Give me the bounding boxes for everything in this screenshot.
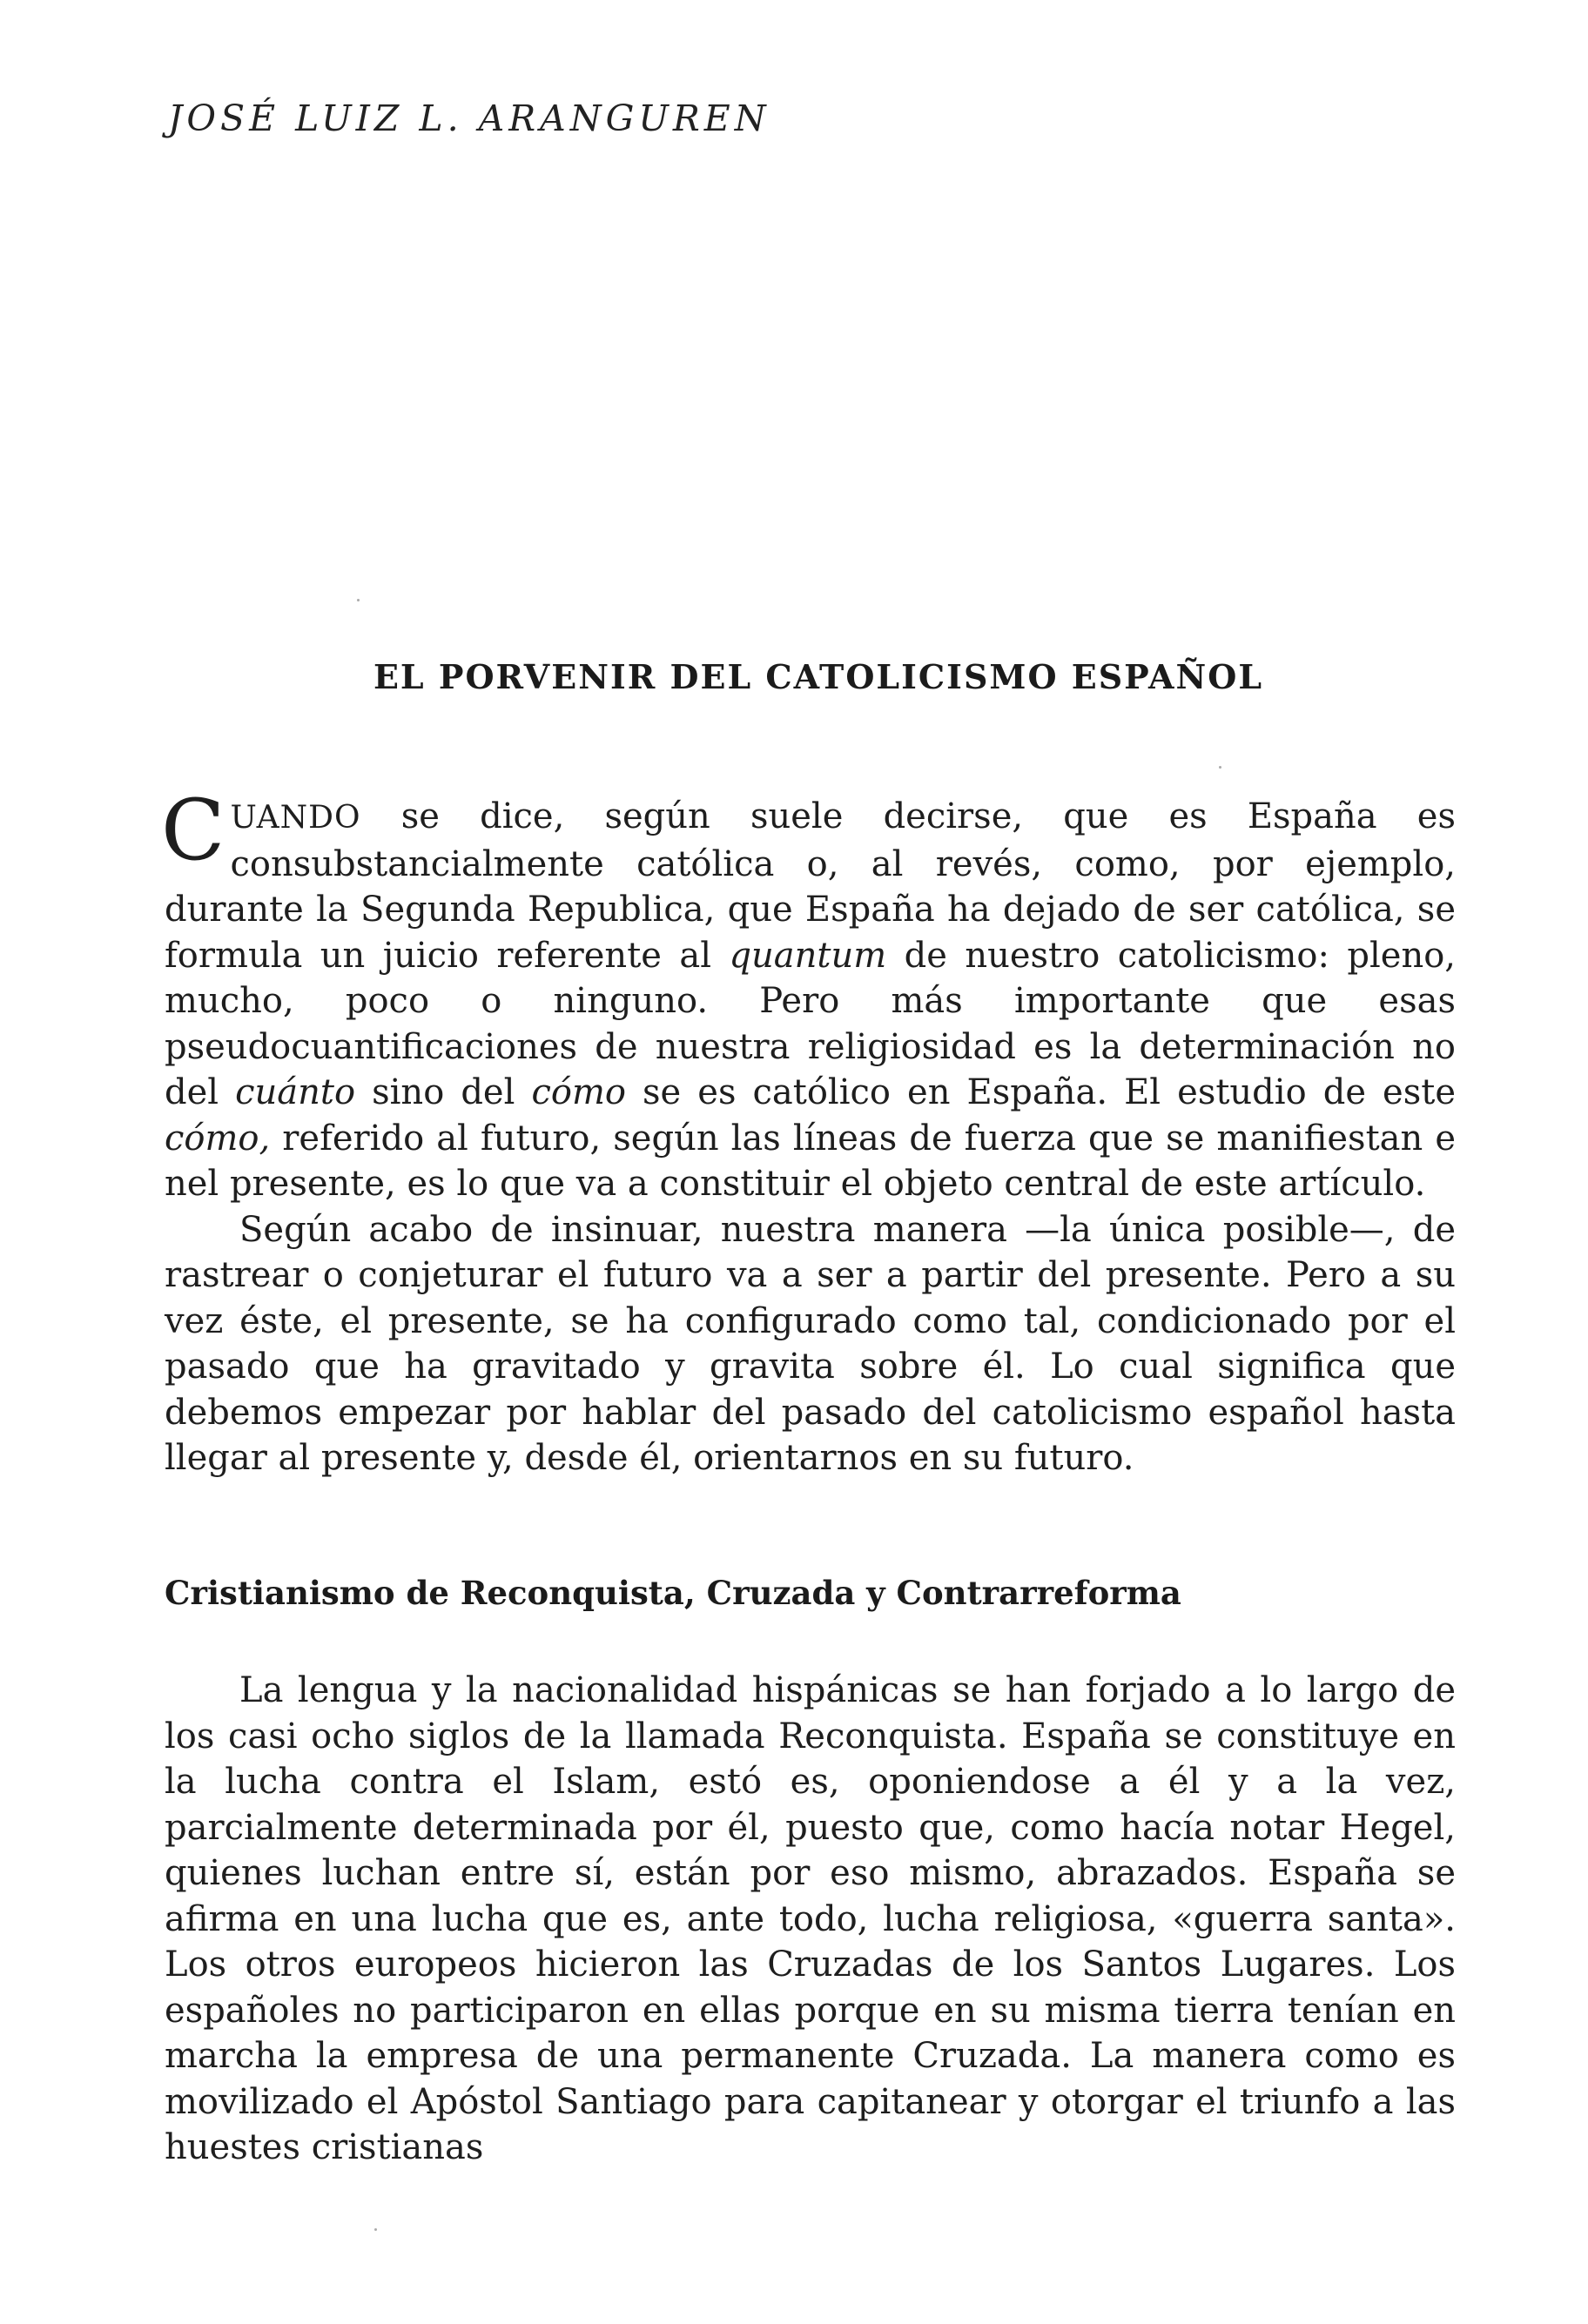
text-run: referido al futuro, según las líneas de fuerza que se manifiestan e nel presente, es lo que va a constituir el objeto central de este artículo. (165, 1118, 1456, 1204)
section-heading: Cristianismo de Reconquista, Cruzada y Contrarreforma (165, 1574, 1181, 1612)
drop-cap: C (161, 782, 225, 879)
scan-speck (357, 599, 360, 601)
italic-term: quantum (729, 935, 887, 976)
scan-speck (1219, 766, 1221, 769)
drop-cap-rest: UANDO (230, 800, 361, 836)
italic-term: cómo, (165, 1118, 271, 1159)
article-title: EL PORVENIR DEL CATOLICISMO ESPAÑOL (373, 657, 1264, 696)
text-run: sino del (355, 1072, 532, 1112)
intro-section (161, 782, 1456, 1481)
section-body (165, 1668, 1456, 2171)
running-header: JOSÉ LUIZ L. ARANGUREN (168, 97, 770, 139)
section-paragraph-1: La lengua y la nacionalidad hispánicas se han forjado a lo largo de los casi ocho siglos de la llamada Reconquista. España se constituye en la lucha contra el Islam, estó es, oponiendose a él y a la vez, parcialmente determinada por él, puesto que, como hacía notar Hegel, quienes luchan entre sí, están por eso mismo, abrazados. España se afirma en una lucha que es, ante todo, lucha religiosa, «guerra santa». Los otros europeos hicieron las Cruzadas de los Santos Lugares. Los españoles no participaron en ellas porque en su misma tierra tenían en marcha la empresa de una permanente Cruzada. La manera como es movilizado el Apóstol Santiago para capitanear y otorgar el triunfo a las huestes cristianas (165, 1670, 1456, 2167)
text-run: se dice, según suele decirse, que es España es consubstancialmente católica o, al revés, como, por ejemplo, durante la Segunda Republica, que España ha dejado de ser católica, se formula un juicio referente al (165, 796, 1456, 976)
scan-speck (374, 2228, 377, 2231)
intro-paragraph-1 (161, 782, 1456, 1207)
text-run: se es católico en España. El estudio de este (625, 1072, 1456, 1112)
intro-paragraph-2: Según acabo de insinuar, nuestra manera —la única posible—, de rastrear o conjeturar el futuro va a ser a partir del presente. Pero a su vez éste, el presente, se ha configurado como tal, condicionado por el pasado que ha gravitado y gravita sobre él. Lo cual significa que debemos empezar por hablar del pasado del catolicismo español hasta llegar al presente y, desde él, orientarnos en su futuro. (165, 1209, 1456, 1478)
italic-term: cómo (531, 1072, 626, 1112)
italic-term: cuánto (235, 1072, 356, 1112)
text-run: de nuestro catolicismo: pleno, mucho, poco o ninguno. Pero más importante que esas pseudocuantificaciones de nuestra religiosidad es la determinación no del (165, 935, 1456, 1112)
